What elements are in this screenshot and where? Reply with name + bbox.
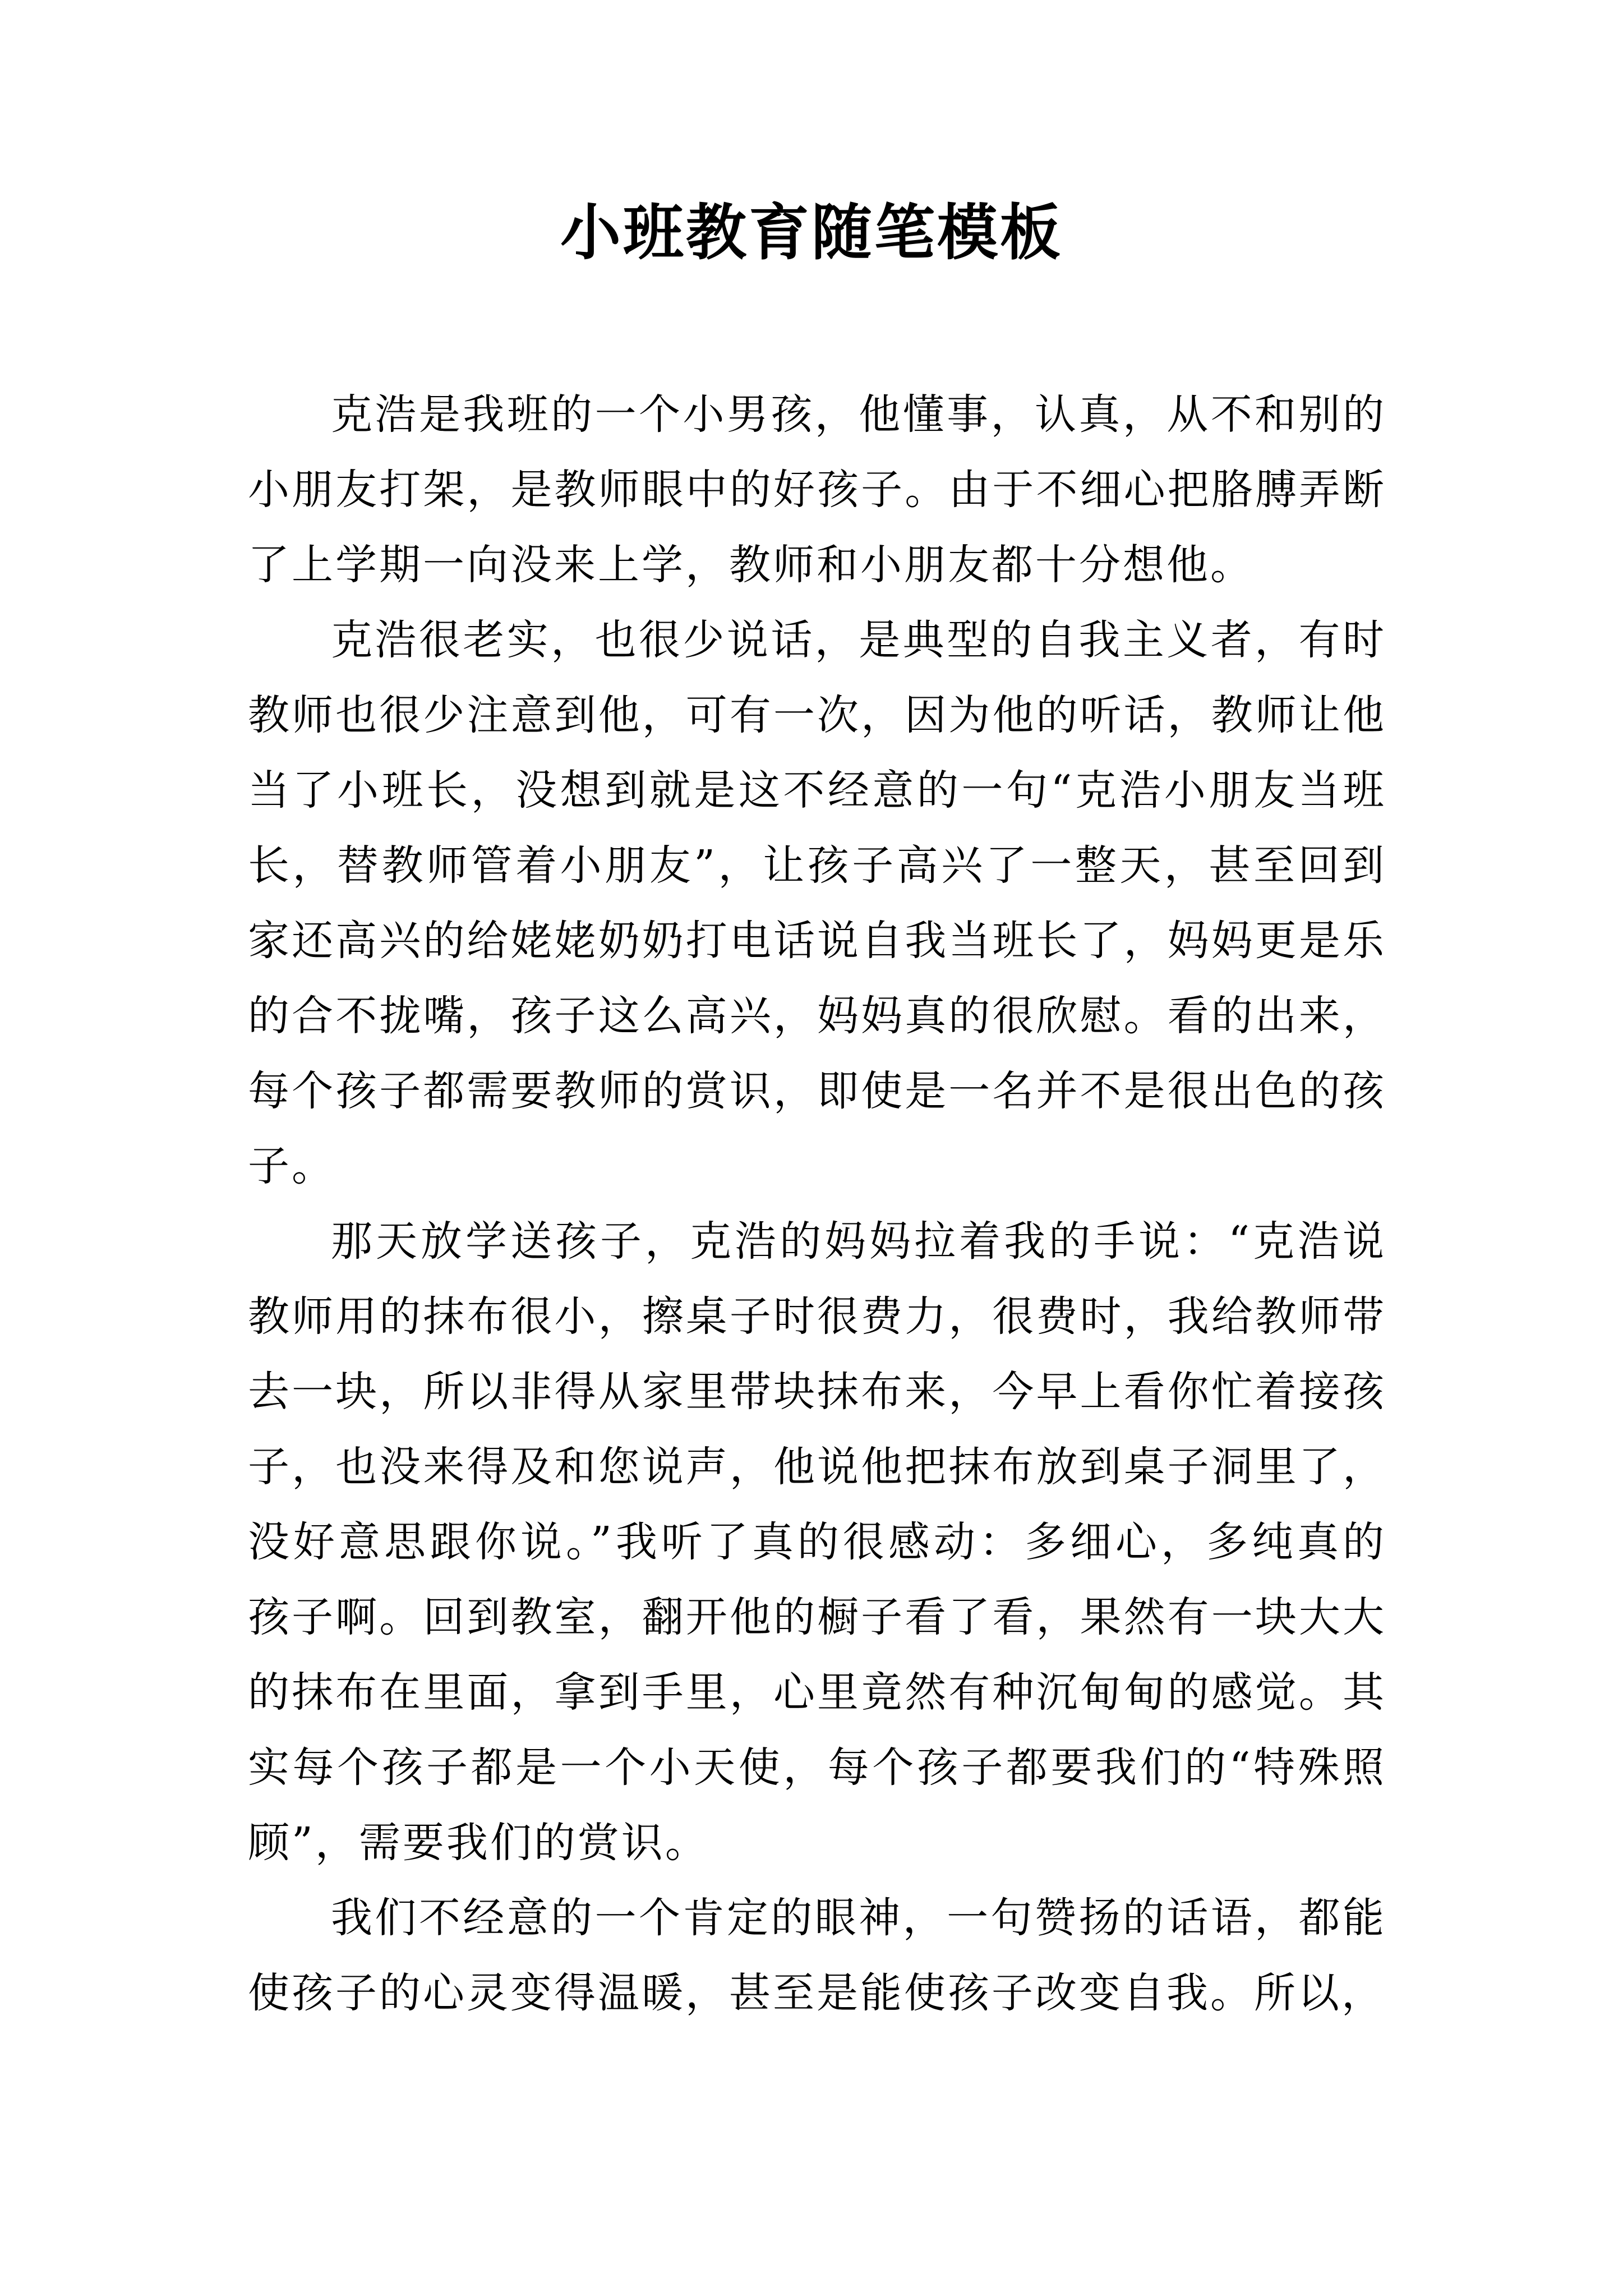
document-title: 小班教育随笔模板 [560,197,1063,268]
paragraph-1: 克浩是我班的一个小男孩，他懂事，认真，从不和别的小朋友打架，是教师眼中的好孩子。由于不细心把胳膊弄断了上学期一向没来上学，教师和小朋友都十分想他。 [248,390,1386,589]
paragraph-2: 克浩很老实，也很少说话，是典型的自我主义者，有时教师也很少注意到他，可有一次，因为他的听话，教师让他当了小班长，没想到就是这不经意的一句“克浩小朋友当班长，替教师管着小朋友”，让孩子高兴了一整天，甚至回到家还高兴的给姥姥奶奶打电话说自我当班长了，妈妈更是乐的合不拢嘴，孩子这么高兴，妈妈真的很欣慰。看的出来，每个孩子都需要教师的赏识，即使是一名并不是很出色的孩子。 [248,616,1386,1190]
paragraph-4: 我们不经意的一个肯定的眼神，一句赞扬的话语，都能使孩子的心灵变得温暖，甚至是能使孩子改变自我。所以， [248,1894,1386,2017]
document-body [248,377,1386,2031]
paragraph-3: 那天放学送孩子，克浩的妈妈拉着我的手说：“克浩说教师用的抹布很小，擦桌子时很费力，很费时，我给教师带去一块，所以非得从家里带块抹布来，今早上看你忙着接孩子，也没来得及和您说声，他说他把抹布放到桌子洞里了，没好意思跟你说。”我听了真的很感动：多细心，多纯真的孩子啊。回到教室，翻开他的橱子看了看，果然有一块大大的抹布在里面，拿到手里，心里竟然有种沉甸甸的感觉。其实每个孩子都是一个小天使，每个孩子都要我们的“特殊照顾”，需要我们的赏识。 [248,1217,1386,1867]
